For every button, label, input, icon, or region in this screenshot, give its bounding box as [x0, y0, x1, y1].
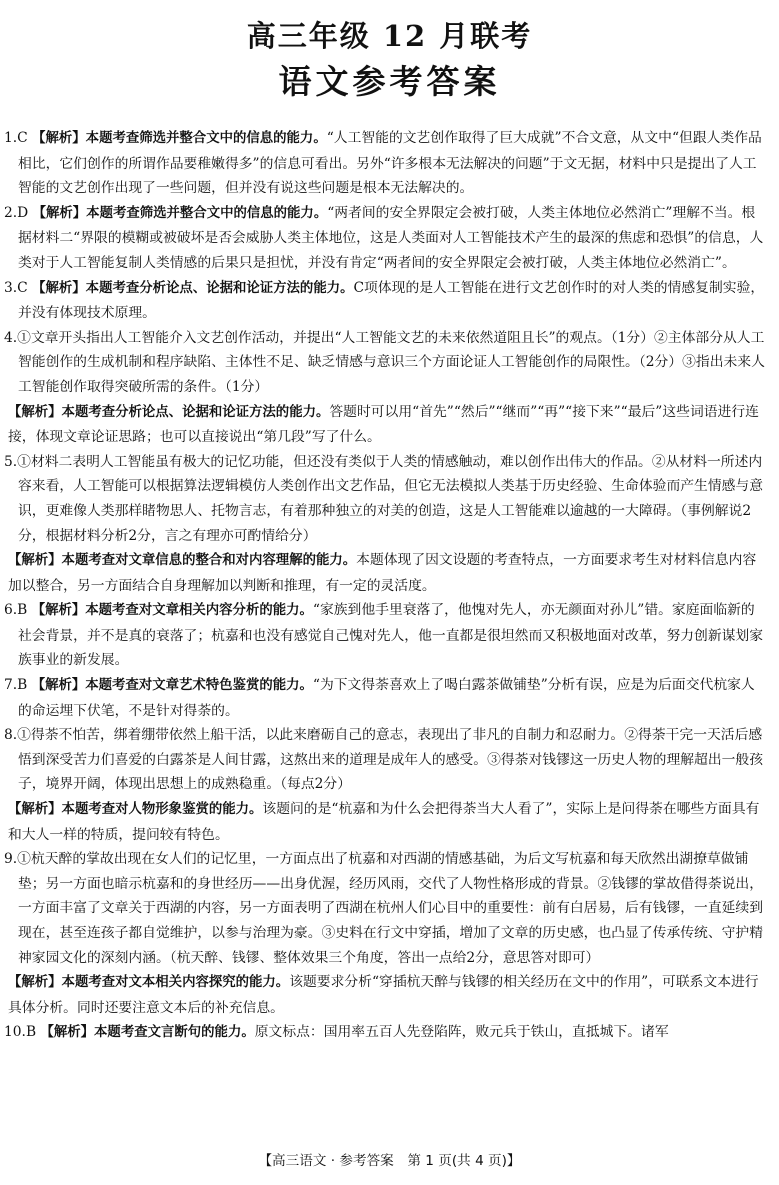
- item-number: 3.: [4, 279, 18, 296]
- item-number: 4.: [4, 329, 18, 346]
- answer-item-3: [0, 276, 779, 326]
- item-answer: C: [17, 279, 28, 296]
- item-text: “为下文得荼喜欢上了喝白露茶做铺垫”分析有误，应是为后面交代杭家人的命运埋下伏笔，不是针对得荼的。: [18, 677, 755, 719]
- item-text: “家族到他手里衰落了，他愧对先人，亦无颜面对孙儿”错。家庭面临新的社会背景，并不是真的衰落了；杭嘉和也没有感觉自己愧对先人，他一直都是很坦然而又积极地面对改革，努力创新谋划家族事业的新发展。: [18, 602, 764, 669]
- analysis-tag: 【解析】本题考查对文章相关内容分析的能力。: [31, 603, 313, 619]
- item-text: ①文章开头指出人工智能介入文艺创作活动，并提出“人工智能文艺的未来依然道阻且长”的观点。（1分）②主体部分从人工智能创作的生成机制和程序缺陷、主体性不足、缺乏情感与意识三个方面论证人工智能创作的局限性。（2分）③指出未来人工智能创作取得突破所需的条件。（1分）: [17, 329, 765, 395]
- item-number: 8.: [4, 727, 18, 744]
- analysis-text: 该题问的是“杭嘉和为什么会把得荼当大人看了”，实际上是问得荼在哪些方面具有和大人一样的特质，提问较有特色。: [8, 801, 760, 843]
- analysis-tag: 【解析】本题考查文言断句的能力。: [40, 1025, 255, 1041]
- analysis-tag: 【解析】本题考查对文章艺术特色鉴赏的能力。: [31, 678, 313, 694]
- item-text: ①杭天醉的掌故出现在女人们的记忆里，一方面点出了杭嘉和对西湖的情感基础，为后文写杭嘉和每天欣然出湖撩草做铺垫；另一方面也暗示杭嘉和的身世经历——出身优渥，经历风雨，交代了人物性格形成的背景。②钱镠的掌故借得荼说出，一方面丰富了文章关于西湖的内容，另一方面表明了西湖在杭州人们心目中的重要性：前有白居易，后有钱镠，一直延续到现在，甚至连孩子都自觉维护，以参与治理为豪。③史料在行文中穿插，增加了文章的历史感，也凸显了传承传统、守护精神家园文化的深刻内涵。（杭天醉、钱镠、整体效果三个角度，答出一点给2分，意思答对即可）: [17, 851, 764, 966]
- analysis-tag: 【解析】本题考查对文本相关内容探究的能力。: [8, 975, 290, 991]
- analysis-tag: 【解析】本题考查分析论点、论据和论证方法的能力。: [32, 280, 354, 296]
- page-subtitle: 语文参考答案: [278, 62, 501, 101]
- item-number: 5.: [4, 453, 18, 470]
- page-footer: 【高三语文 · 参考答案 第 1 页(共 4 页)】: [258, 1153, 521, 1169]
- item-text: “人工智能的文艺创作取得了巨大成就”不合文意，从文中“但跟人类作品相比，它们创作的所谓作品要稚嫩得多”的信息可看出。另外“许多根本无法解决的问题”于文无据，材料中只是提出了人工智能的文艺创作出现了一些问题，但并没有说这些问题是根本无法解决的。: [18, 130, 762, 197]
- item-text: 原文标点：国用率五百人先登陷阵，败元兵于铁山，直抵城下。诸军: [254, 1024, 669, 1041]
- item-text: ①得荼不怕苦，绑着绷带依然上船干活，以此来磨砺自己的意志，表现出了非凡的自制力和忍耐力。②得荼干完一天活后感悟到深受苦力们喜爱的白露茶是人间甘露，这熬出来的道理是成年人的感受。③得荼对钱镠这一历史人物的理解超出一般孩子，境界开阔，体现出思想上的成熟稳重。（每点2分）: [17, 727, 764, 793]
- item-answer: B: [25, 1024, 37, 1041]
- analysis-tag: 【解析】本题考查对人物形象鉴赏的能力。: [8, 802, 263, 818]
- item-answer: B: [17, 677, 28, 694]
- item-number: 6.: [4, 602, 18, 619]
- item-number: 1.: [4, 130, 18, 146]
- item-text: C项体现的是人工智能在进行文艺创作时的对人类的情感复制实验，并没有体现技术原理。: [18, 279, 765, 322]
- item-number: 2.: [4, 204, 18, 221]
- item-text: “两者间的安全界限定会被打破，人类主体地位必然消亡”理解不当。根据材料二“界限的模糊或被破坏是否会威胁人类主体地位，这是人类面对人工智能技术产生的最深的焦虑和恐惧”的信息，人类对于人工智能复制人类情感的后果只是担忧，并没有肯定“两者间的安全界限定会被打破，人类主体地位必然消亡”。: [18, 204, 764, 271]
- analysis-tag: 【解析】本题考查对文章信息的整合和对内容理解的能力。: [8, 553, 357, 569]
- item-answer: C: [17, 130, 28, 146]
- answer-item-10: [0, 1020, 779, 1046]
- answer-item-4: [0, 326, 779, 400]
- answer-item-9: [0, 847, 779, 970]
- analysis-tag: 【解析】本题考查筛选并整合文中的信息的能力。: [32, 205, 328, 221]
- analysis-8: [0, 797, 779, 847]
- answer-item-7: [0, 673, 779, 723]
- analysis-text: 本题体现了因文设题的考查特点，一方面要求考生对材料信息内容加以整合，另一方面结合自身理解加以判断和推理，有一定的灵活度。: [8, 552, 757, 594]
- analysis-text: 该题要求分析“穿插杭天醉与钱镠的相关经历在文中的作用”，可联系文本进行具体分析。同时还要注意文本后的补充信息。: [8, 974, 759, 1016]
- analysis-text: 答题时可以用“首先”“然后”“继而”“再”“接下来”“最后”这些词语进行连接，体现文章论证思路；也可以直接说出“第几段”写了什么。: [8, 403, 759, 446]
- answer-item-1: [0, 126, 779, 201]
- page-title: 高三年级 12 月联考: [246, 19, 533, 53]
- analysis-5: [0, 548, 779, 598]
- item-answer: D: [17, 204, 29, 221]
- answer-item-2: [0, 201, 779, 276]
- item-number: 9.: [4, 851, 18, 868]
- item-number: 7.: [4, 677, 18, 694]
- item-answer: B: [17, 602, 28, 619]
- answer-item-6: [0, 598, 779, 673]
- analysis-tag: 【解析】本题考查分析论点、论据和论证方法的能力。: [8, 404, 330, 420]
- analysis-9: [0, 970, 779, 1020]
- answer-item-8: [0, 723, 779, 797]
- answer-item-5: [0, 450, 779, 548]
- analysis-4: [0, 400, 779, 450]
- item-text: ①材料二表明人工智能虽有极大的记忆功能，但还没有类似于人类的情感触动，难以创作出伟大的作品。②从材料一所述内容来看，人工智能可以根据算法逻辑模仿人类创作出文艺作品，但它无法模拟人类基于历史经验、生命体验而产生情感与意识，更难像人类那样睹物思人、托物言志，有着那种独立的对美的创造，这是人工智能难以逾越的一大障碍。（事例解说2分，根据材料分析2分，言之有理亦可酌情给分）: [17, 453, 764, 544]
- analysis-tag: 【解析】本题考查筛选并整合文中的信息的能力。: [32, 131, 327, 146]
- item-number: 10.: [4, 1024, 26, 1041]
- answer-content: [0, 126, 779, 1046]
- header: [0, 0, 779, 104]
